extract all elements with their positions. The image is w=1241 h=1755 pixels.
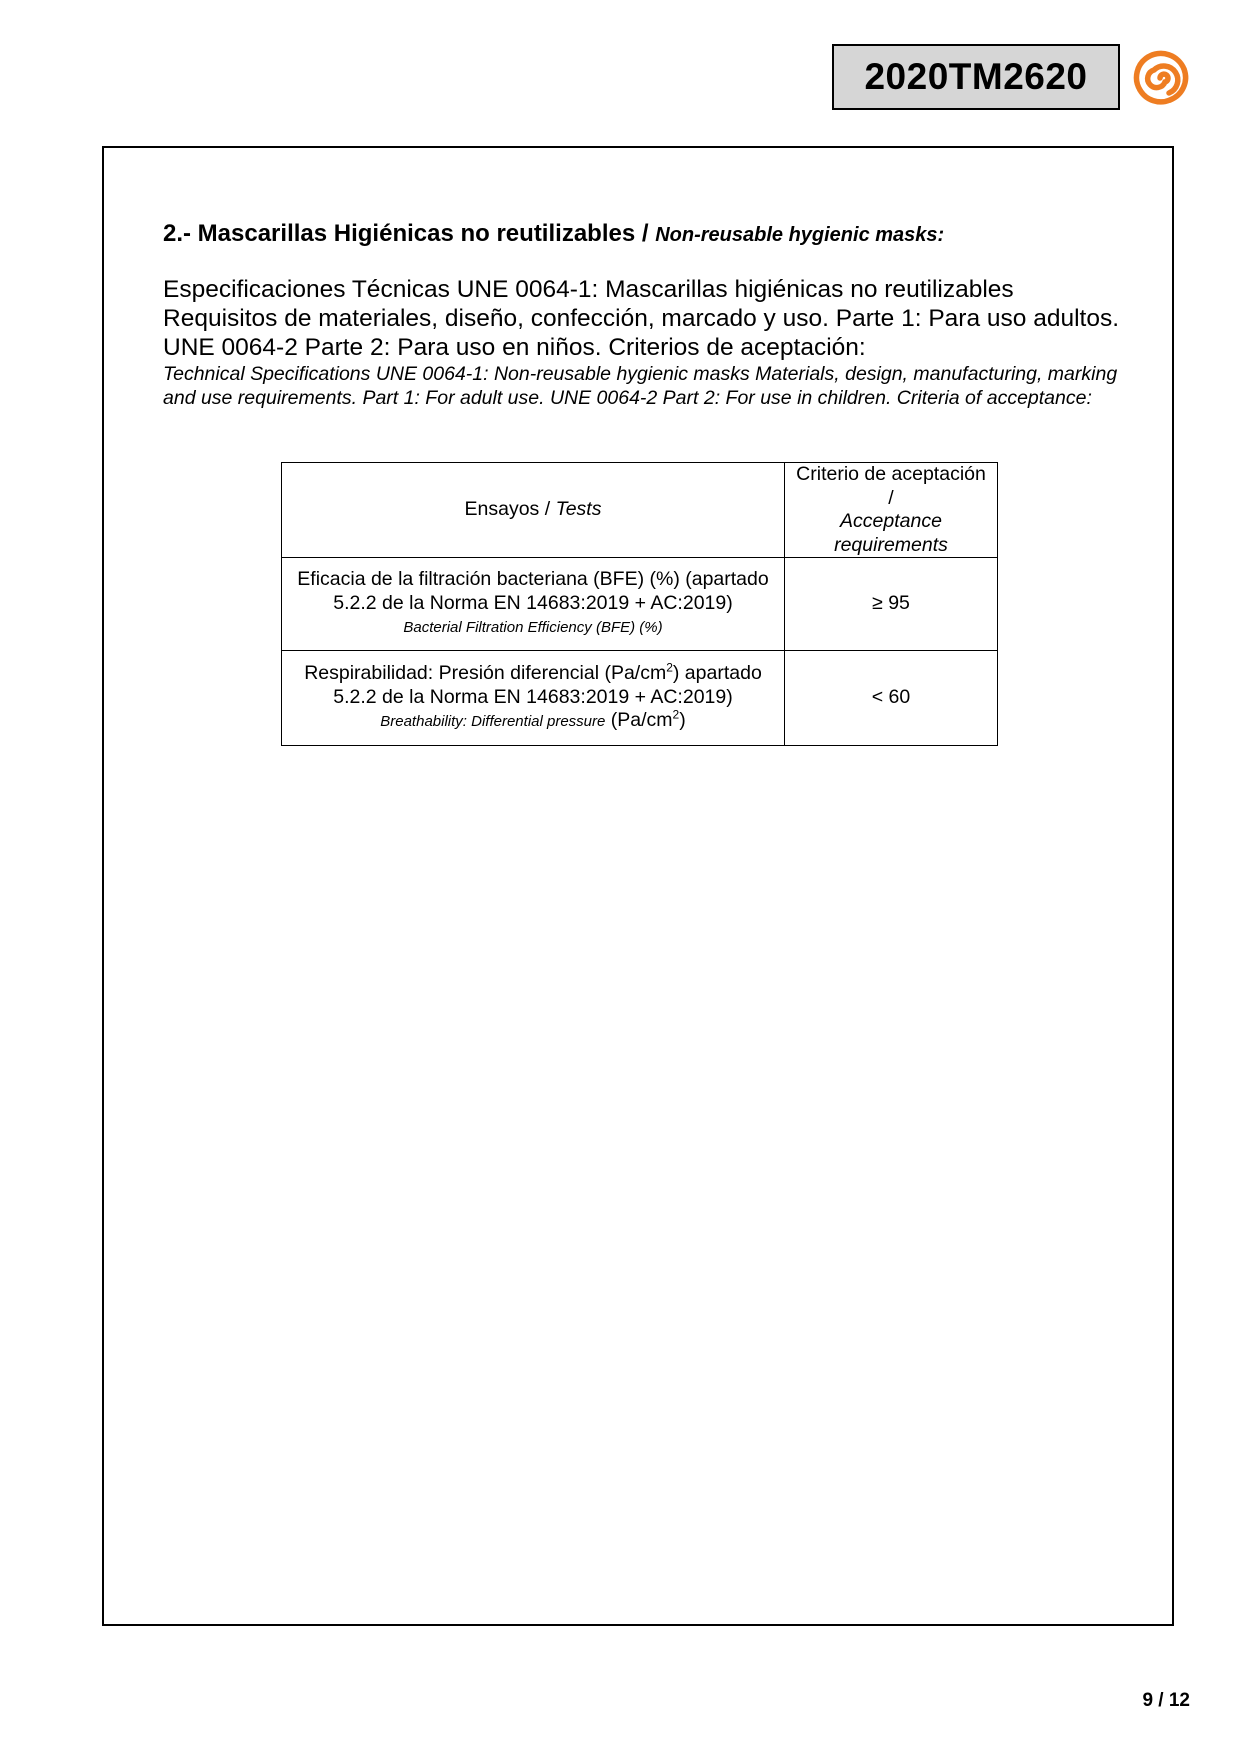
test-breathability-es-2: ) apartado 5.2.2 de la Norma EN 14683:2019 + AC:2019): [333, 662, 762, 708]
page-number: 9 / 12: [1142, 1690, 1190, 1711]
criterion-cell-breathability: [785, 651, 998, 746]
section-heading-en: Non-reusable hygienic masks:: [655, 224, 945, 246]
test-bfe-en: Bacterial Filtration Efficiency (BFE) (%): [403, 619, 663, 637]
test-breathability-en-unit-1: (Pa/cm: [610, 709, 673, 732]
test-bfe-es: Eficacia de la filtración bacteriana (BFE) (%) (apartado 5.2.2 de la Norma EN 14683:2019 + AC:2019): [297, 568, 769, 614]
test-cell-bfe: [282, 558, 785, 651]
test-breathability-en-unit-2: ): [679, 709, 686, 732]
table-row: [282, 651, 998, 746]
tests-header-en: Tests: [555, 498, 602, 521]
spec-text-es: Especificaciones Técnicas UNE 0064-1: Mascarillas higiénicas no reutilizables Requisitos de materiales, diseño, confección, marcado y uso. Parte 1: Para uso adultos. UNE 0064-2 Parte 2: Para uso en niños. Criterios de aceptación:: [163, 276, 1120, 361]
report-code: 2020TM2620: [864, 56, 1088, 97]
section-heading: [163, 220, 944, 248]
table-row: [282, 558, 998, 651]
tests-table: [281, 462, 998, 746]
spec-text-en: Technical Specifications UNE 0064-1: Non-reusable hygienic masks Materials, design, manufacturing, marking and use requirements. Part 1: For adult use. UNE 0064-2 Part 2: For use in children. Criteria of acceptance:: [163, 363, 1118, 409]
criterion-cell-bfe: [785, 558, 998, 651]
tests-header-es: Ensayos /: [464, 498, 551, 521]
table-header-row: [282, 463, 998, 558]
criteria-header-es: Criterio de aceptación /: [796, 463, 986, 509]
orange-spiral-icon: [1128, 48, 1194, 108]
criterion-breathability: < 60: [871, 686, 911, 709]
criterion-bfe: ≥ 95: [872, 592, 910, 615]
test-breathability-en-unit-sup: 2: [672, 707, 680, 722]
test-breathability-en: Breathability: Differential pressure: [380, 713, 606, 731]
tests-header-cell: [282, 463, 785, 558]
criteria-header-en: Acceptance requirements: [834, 510, 948, 556]
section-heading-es: 2.- Mascarillas Higiénicas no reutilizables /: [163, 220, 649, 247]
criteria-header-cell: [785, 463, 998, 558]
test-breathability-es-1: Respirabilidad: Presión diferencial (Pa/cm: [304, 662, 667, 685]
report-code-box: [832, 44, 1120, 110]
test-breathability-es-sup: 2: [666, 660, 673, 675]
test-cell-breathability: [282, 651, 785, 746]
